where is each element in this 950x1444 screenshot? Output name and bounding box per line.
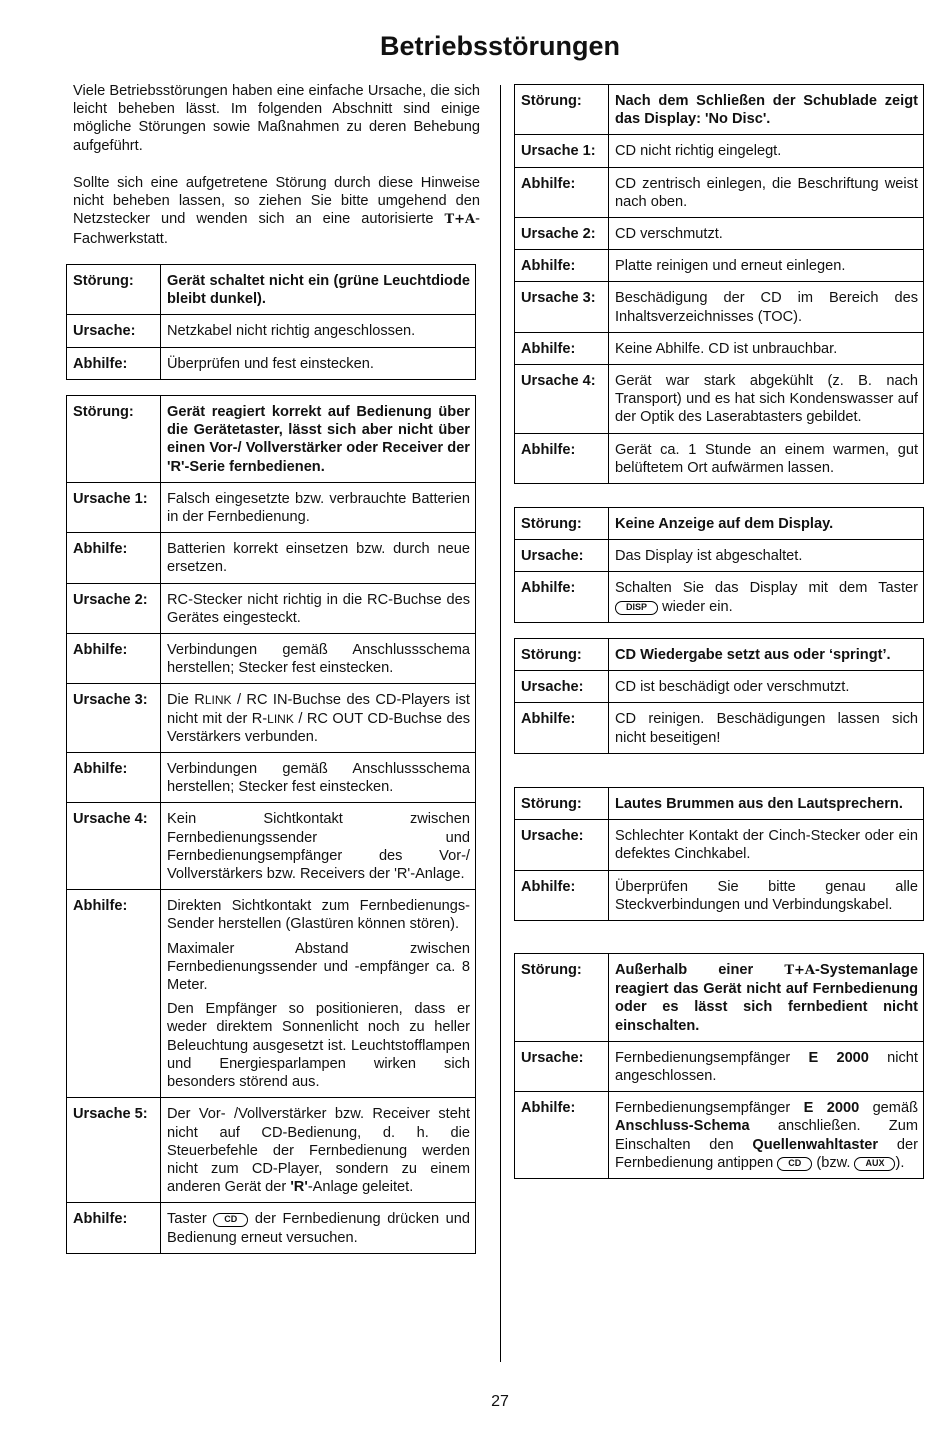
cause-text xyxy=(161,684,476,753)
remedy-paragraph: Direkten Sichtkontakt zum Fernbedienungs-Sender herstellen (Glastüren können stören). xyxy=(167,898,470,933)
remedy-text-part: (bzw. xyxy=(812,1154,855,1171)
table-row xyxy=(515,572,924,622)
row-label: Ursache 3: xyxy=(67,684,161,753)
cause-text-part: Der Vor- /Vollverstärker bzw. Receiver steht nicht auf CD-Bedienung, d. h. die Steuerbefehle der Fernbedienung werden nicht zum CD-Player, sondern zu einem anderen Gerät der xyxy=(167,1106,470,1196)
intro-p2-text: Sollte sich eine aufgetretene Störung durch diese Hinweise nicht beheben lassen, so ziehen Sie bitte umgehend den Netzstecker und wenden sich an eine autorisierte xyxy=(73,175,480,228)
fault-text: Nach dem Schließen der Schublade zeigt das Display: 'No Disc'. xyxy=(609,85,924,135)
remedy-text-part: Taster xyxy=(167,1211,214,1228)
remedy-text-bold: E 2000 xyxy=(803,1100,860,1117)
remedy-text-part: Schalten Sie das Display mit dem Taster xyxy=(615,580,918,597)
remedy-text-part: gemäß xyxy=(859,1100,918,1117)
brand-logo: T+A xyxy=(784,963,815,978)
intro-paragraph-1: Viele Betriebsstörungen haben eine einfache Ursache, die sich leicht beheben lässt. Im folgenden Abschnitt sind einige mögliche Störungen sowie Maßnahmen zu deren Behebung aufgeführt. xyxy=(73,83,480,154)
table-row xyxy=(515,820,924,870)
cause-text: Gerät war stark abgekühlt (z. B. nach Transport) und es hat sich Kondenswasser auf der Optik des Laserabtasters gebildet. xyxy=(609,365,924,434)
column-divider xyxy=(500,85,501,1362)
row-label: Abhilfe: xyxy=(515,703,609,753)
remedy-text-part: anschließen. Zum Einschalten den xyxy=(615,1118,918,1153)
table-row xyxy=(67,684,476,753)
cd-button-icon: CD xyxy=(213,1213,248,1227)
row-label: Abhilfe: xyxy=(67,634,161,684)
trouble-table-display xyxy=(514,507,924,623)
row-label: Störung: xyxy=(515,788,609,820)
intro-paragraph-2 xyxy=(73,174,480,248)
trouble-table-no-disc xyxy=(514,84,924,484)
table-row xyxy=(515,167,924,217)
disp-button-icon: DISP xyxy=(615,601,658,615)
table-row xyxy=(515,639,924,671)
fault-text: CD Wiedergabe setzt aus oder ‘springt’. xyxy=(609,639,924,671)
remedy-text: Gerät ca. 1 Stunde an einem warmen, gut belüftetem Ort aufwärmen lassen. xyxy=(609,433,924,483)
cause-text: CD verschmutzt. xyxy=(609,218,924,250)
cause-text-smallcaps: LINK xyxy=(267,711,294,726)
row-label: Ursache 2: xyxy=(67,583,161,633)
row-label: Ursache 2: xyxy=(515,218,609,250)
row-label: Abhilfe: xyxy=(67,753,161,803)
row-label: Ursache 1: xyxy=(515,135,609,167)
table-row xyxy=(67,1098,476,1203)
remedy-text xyxy=(161,890,476,1098)
trouble-table-skipping xyxy=(514,638,924,754)
fault-text-part: Außerhalb einer xyxy=(615,962,785,978)
table-row xyxy=(67,482,476,532)
row-label: Abhilfe: xyxy=(515,250,609,282)
cause-text-part: Die R xyxy=(167,692,205,709)
table-row xyxy=(515,508,924,540)
remedy-text-bold: Anschluss-Schema xyxy=(615,1118,750,1135)
fault-text: Keine Anzeige auf dem Display. xyxy=(609,508,924,540)
row-label: Abhilfe: xyxy=(515,1092,609,1179)
row-label: Abhilfe: xyxy=(515,433,609,483)
cause-text-part: / RC OUT CD-Buchse des Verstärkers verbunden. xyxy=(167,710,471,745)
remedy-text xyxy=(609,572,924,622)
table-row xyxy=(67,634,476,684)
remedy-text-part: der Fernbedienung antippen xyxy=(615,1136,918,1171)
cause-text-part: / RC IN-Buchse des CD-Players ist nicht mit der R- xyxy=(167,692,470,727)
remedy-text-bold: Quellenwahltaster xyxy=(752,1136,879,1153)
row-label: Ursache: xyxy=(515,671,609,703)
remedy-text: Verbindungen gemäß Anschlussschema herstellen; Stecker fest einstecken. xyxy=(161,753,476,803)
table-row xyxy=(515,788,924,820)
row-label: Ursache: xyxy=(515,540,609,572)
remedy-text: CD zentrisch einlegen, die Beschriftung weist nach oben. xyxy=(609,167,924,217)
table-row xyxy=(67,753,476,803)
aux-button-icon: AUX xyxy=(854,1157,895,1171)
table-row xyxy=(515,433,924,483)
table-row xyxy=(515,671,924,703)
table-row xyxy=(67,890,476,1098)
table-row xyxy=(67,315,476,347)
table-row xyxy=(67,533,476,583)
row-label: Ursache 4: xyxy=(515,365,609,434)
cause-text: CD ist beschädigt oder verschmutzt. xyxy=(609,671,924,703)
remedy-text: Überprüfen und fest einstecken. xyxy=(161,347,476,379)
row-label: Störung: xyxy=(515,508,609,540)
page-title: Betriebsstörungen xyxy=(379,31,621,61)
table-row xyxy=(515,540,924,572)
remedy-text: Überprüfen Sie bitte genau alle Steckverbindungen und Verbindungskabel. xyxy=(609,870,924,920)
row-label: Ursache 1: xyxy=(67,482,161,532)
remedy-text: Verbindungen gemäß Anschlussschema herstellen; Stecker fest einstecken. xyxy=(161,634,476,684)
row-label: Ursache: xyxy=(515,820,609,870)
fault-text xyxy=(609,954,924,1042)
table-row xyxy=(515,250,924,282)
table-row xyxy=(515,218,924,250)
remedy-text xyxy=(161,1203,476,1253)
fault-text: Gerät reagiert korrekt auf Bedienung über die Gerätetaster, lässt sich aber nicht über einen Vor-/ Vollverstärker oder Receiver der 'R'-Serie fernbedienen. xyxy=(161,396,476,483)
remedy-text: Batterien korrekt einsetzen bzw. durch neue ersetzen. xyxy=(161,533,476,583)
table-row xyxy=(515,135,924,167)
row-label: Störung: xyxy=(515,954,609,1042)
table-row xyxy=(515,1092,924,1179)
table-row xyxy=(515,954,924,1042)
fault-text-part: -Systemanlage reagiert das Gerät nicht auf Fernbedienung oder es lässt sich fernbedient nicht einschalten. xyxy=(615,962,918,1034)
page-number: 27 xyxy=(491,1393,509,1410)
cause-text xyxy=(609,1041,924,1091)
remedy-text-part: wieder ein. xyxy=(658,598,733,615)
trouble-table-remote xyxy=(66,395,476,1254)
row-label: Störung: xyxy=(515,85,609,135)
table-row xyxy=(67,1203,476,1253)
table-row xyxy=(515,85,924,135)
cause-text-part: Fernbedienungsempfänger xyxy=(615,1049,809,1066)
table-row xyxy=(67,583,476,633)
row-label: Abhilfe: xyxy=(67,347,161,379)
row-label: Abhilfe: xyxy=(67,890,161,1098)
row-label: Abhilfe: xyxy=(67,1203,161,1253)
cause-text-bold: 'R' xyxy=(290,1179,308,1196)
row-label: Abhilfe: xyxy=(67,533,161,583)
row-label: Ursache: xyxy=(515,1041,609,1091)
trouble-table-power xyxy=(66,264,476,380)
cause-text: Netzkabel nicht richtig angeschlossen. xyxy=(161,315,476,347)
cause-text: Das Display ist abgeschaltet. xyxy=(609,540,924,572)
table-row xyxy=(67,396,476,483)
table-row xyxy=(67,347,476,379)
cause-text: Beschädigung der CD im Bereich des Inhaltsverzeichnisses (TOC). xyxy=(609,282,924,332)
table-row xyxy=(515,365,924,434)
row-label: Ursache 3: xyxy=(515,282,609,332)
cause-text xyxy=(161,1098,476,1203)
cause-text: Kein Sichtkontakt zwischen Fernbedienungssender und Fernbedienungsempfänger des Vor-/ Vollverstärkers bzw. Receivers der 'R'-Anlage. xyxy=(161,803,476,890)
intro-p2-suffix: -Fachwerkstatt. xyxy=(73,211,480,247)
table-row xyxy=(67,265,476,315)
remedy-text: Platte reinigen und erneut einlegen. xyxy=(609,250,924,282)
cd-button-icon: CD xyxy=(777,1157,812,1171)
table-row xyxy=(515,1041,924,1091)
row-label: Störung: xyxy=(67,265,161,315)
row-label: Ursache 4: xyxy=(67,803,161,890)
brand-logo: T+A xyxy=(444,212,476,228)
remedy-text xyxy=(609,1092,924,1179)
fault-text: Gerät schaltet nicht ein (grüne Leuchtdiode bleibt dunkel). xyxy=(161,265,476,315)
row-label: Abhilfe: xyxy=(515,332,609,364)
cause-text: RC-Stecker nicht richtig in die RC-Buchse des Gerätes eingesteckt. xyxy=(161,583,476,633)
trouble-table-system xyxy=(514,953,924,1179)
remedy-text: CD reinigen. Beschädigungen lassen sich nicht beseitigen! xyxy=(609,703,924,753)
row-label: Störung: xyxy=(67,396,161,483)
table-row xyxy=(515,870,924,920)
cause-text: Schlechter Kontakt der Cinch-Stecker oder ein defektes Cinchkabel. xyxy=(609,820,924,870)
row-label: Störung: xyxy=(515,639,609,671)
row-label: Abhilfe: xyxy=(515,870,609,920)
cause-text-part: nicht angeschlossen. xyxy=(615,1049,918,1085)
trouble-table-hum xyxy=(514,787,924,921)
table-row xyxy=(515,332,924,364)
table-row xyxy=(515,282,924,332)
table-row xyxy=(67,803,476,890)
cause-text-bold: E 2000 xyxy=(808,1049,869,1066)
table-row xyxy=(515,703,924,753)
fault-text: Lautes Brummen aus den Lautsprechern. xyxy=(609,788,924,820)
row-label: Ursache 5: xyxy=(67,1098,161,1203)
cause-text: CD nicht richtig eingelegt. xyxy=(609,135,924,167)
remedy-paragraph: Den Empfänger so positionieren, dass er weder direktem Sonnenlicht noch zu heller Beleuchtung ausgesetzt ist. Leuchtstofflampen und Energiesparlampen wirken sich besonders störend aus. xyxy=(167,1001,470,1091)
remedy-text-part: Fernbedienungsempfänger xyxy=(615,1100,804,1117)
remedy-paragraph: Maximaler Abstand zwischen Fernbedienungssender und -empfänger ca. 8 Meter. xyxy=(167,940,470,994)
cause-text-smallcaps: LINK xyxy=(204,693,232,708)
row-label: Ursache: xyxy=(67,315,161,347)
remedy-text-part: der Fernbedienung drücken und Bedienung erneut versuchen. xyxy=(167,1211,471,1246)
cause-text-part: -Anlage geleitet. xyxy=(307,1179,414,1196)
remedy-text-part: ). xyxy=(895,1154,905,1171)
cause-text: Falsch eingesetzte bzw. verbrauchte Batterien in der Fernbedienung. xyxy=(161,482,476,532)
row-label: Abhilfe: xyxy=(515,167,609,217)
remedy-text: Keine Abhilfe. CD ist unbrauchbar. xyxy=(609,332,924,364)
row-label: Abhilfe: xyxy=(515,572,609,622)
